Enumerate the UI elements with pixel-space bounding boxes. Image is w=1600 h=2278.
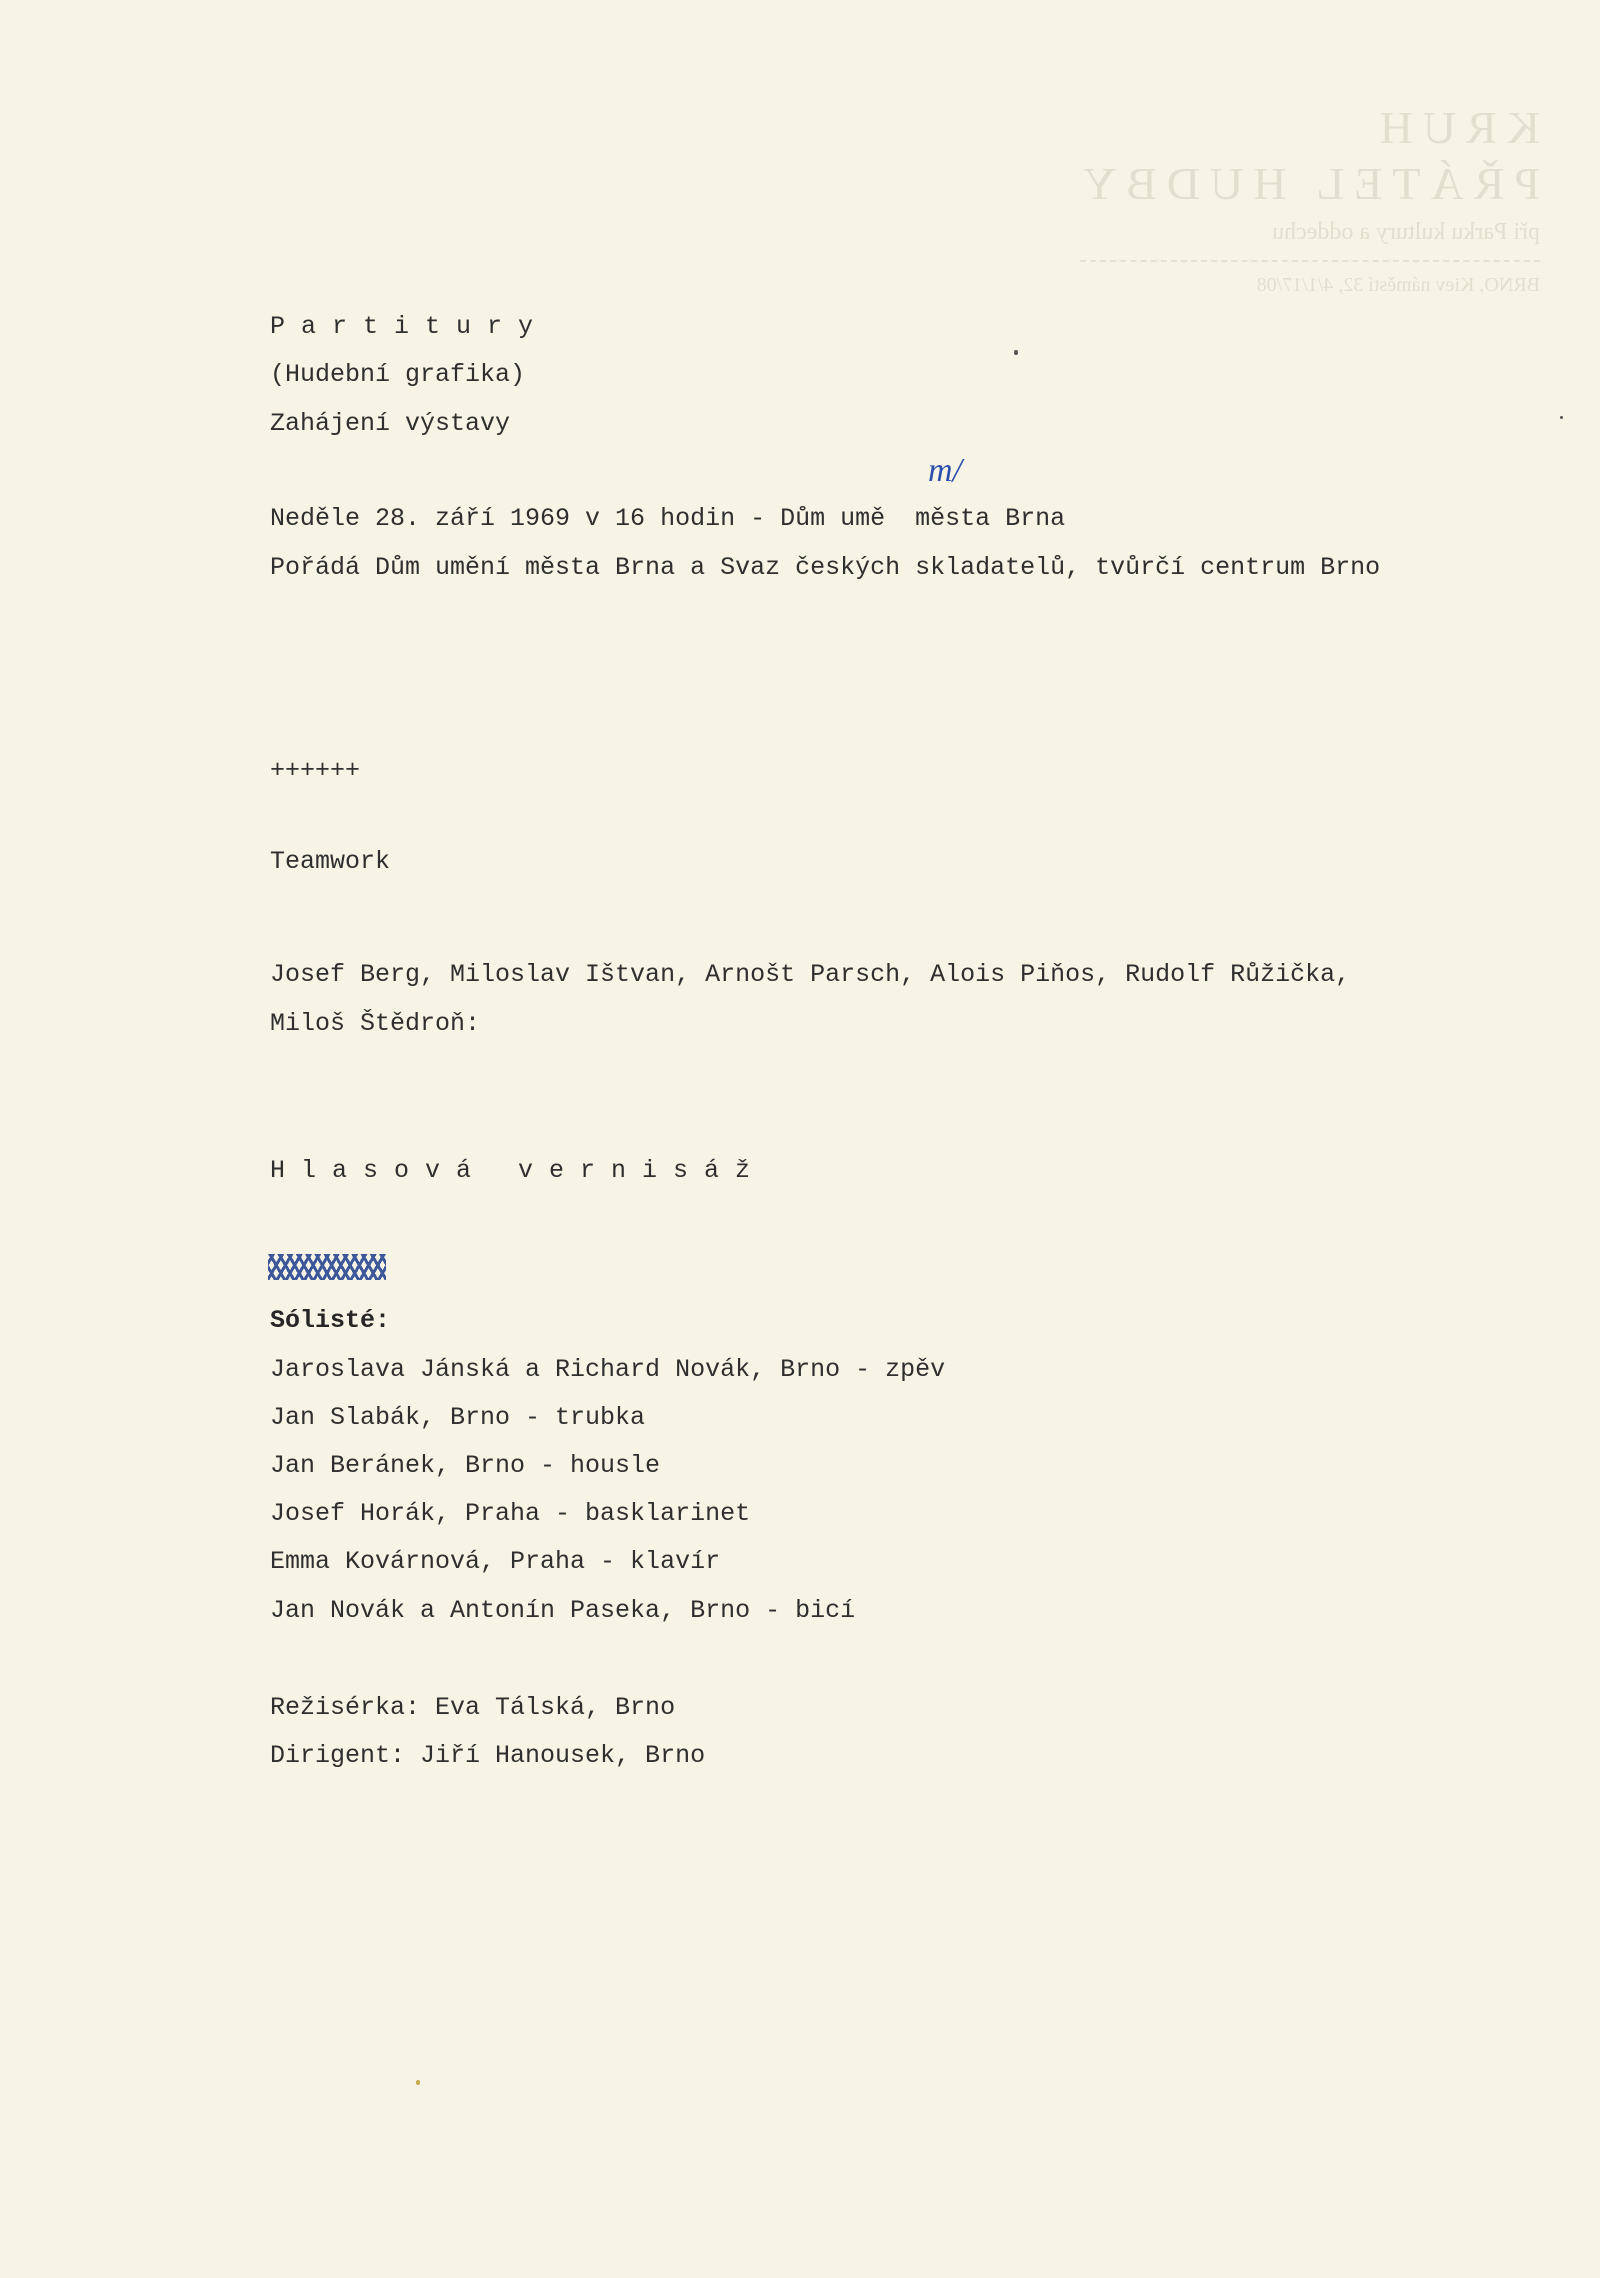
letterhead-line: při Parku kultury a oddechu <box>1272 219 1540 245</box>
separator: ++++++ <box>270 756 361 785</box>
letterhead-rule <box>1080 260 1540 262</box>
document-subtitle: (Hudební grafika) <box>270 360 526 389</box>
letterhead-line: KRUH <box>1369 102 1540 153</box>
soloist-line: Jaroslava Jánská a Richard Novák, Brno - zpěv <box>270 1355 946 1384</box>
soloist-line: Jan Novák a Antonín Paseka, Brno - bicí <box>270 1596 856 1625</box>
composers-line: Miloš Štědroň: <box>270 1009 481 1038</box>
struck-out-word <box>268 1254 386 1280</box>
document-title: Partitury <box>270 312 550 341</box>
director-line: Režisérka: Eva Tálská, Brno <box>270 1693 676 1722</box>
ink-speck <box>416 2080 420 2085</box>
letterhead-line: BRNO, Kiev náměstí 32, 4/1/17/08 <box>1256 274 1540 296</box>
organizer-line: Pořádá Dům umění města Brna a Svaz českých skladatelů, tvůrčí centrum Brno <box>270 553 1381 582</box>
soloist-line: Jan Beránek, Brno - housle <box>270 1451 661 1480</box>
soloist-line: Jan Slabák, Brno - trubka <box>270 1403 646 1432</box>
letterhead-bleedthrough <box>1040 100 1540 300</box>
handwritten-correction: m/ <box>928 452 962 489</box>
ink-speck <box>1560 416 1563 419</box>
letterhead-line: PŘÁTEL HUDBY <box>1072 158 1540 209</box>
teamwork-heading: Teamwork <box>270 847 391 876</box>
event-line: Zahájení výstavy <box>270 409 511 438</box>
work-title: Hlasová vernisáž <box>270 1156 767 1185</box>
soloists-heading: Sólisté: <box>270 1306 391 1335</box>
ink-speck <box>1014 350 1018 355</box>
soloist-line: Emma Kovárnová, Praha - klavír <box>270 1547 721 1576</box>
conductor-line: Dirigent: Jiří Hanousek, Brno <box>270 1741 706 1770</box>
composers-line: Josef Berg, Miloslav Ištvan, Arnošt Parsch, Alois Piňos, Rudolf Růžička, <box>270 960 1351 989</box>
date-line: Neděle 28. září 1969 v 16 hodin - Dům umě města Brna <box>270 504 1066 533</box>
soloist-line: Josef Horák, Praha - basklarinet <box>270 1499 751 1528</box>
